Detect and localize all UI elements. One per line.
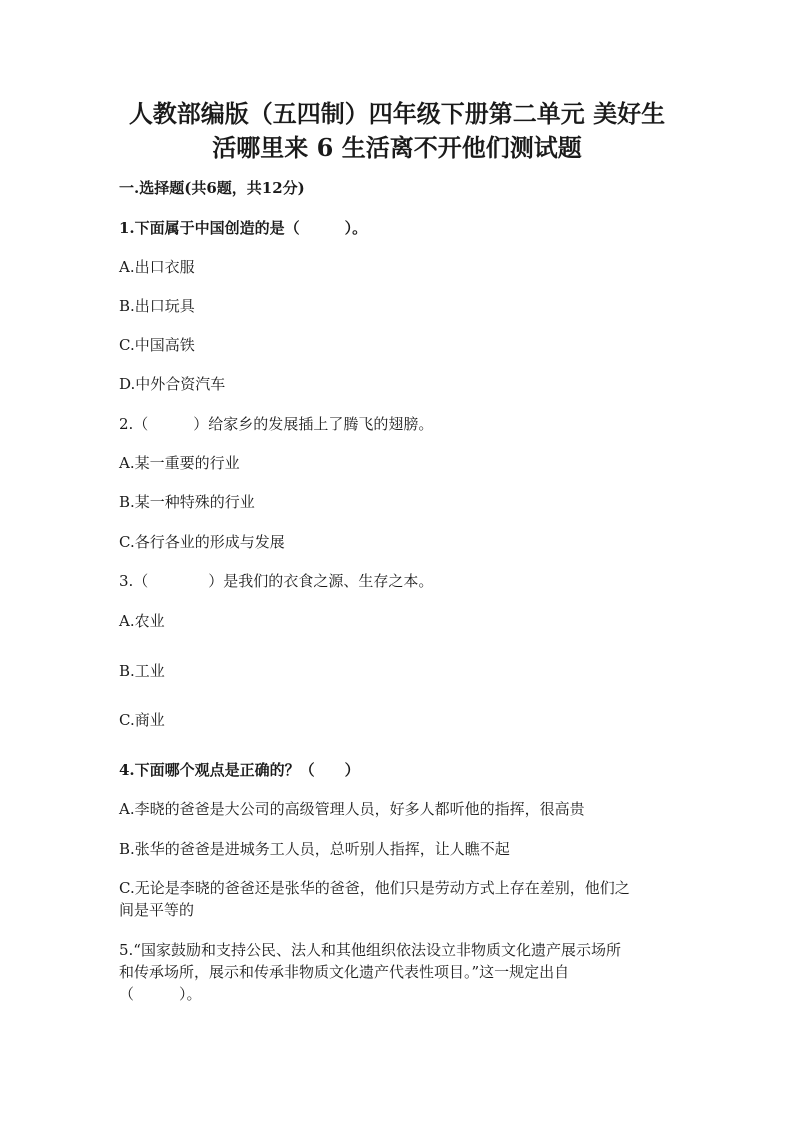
- section-heading: 一.选择题(共6题，共12分): [119, 179, 305, 197]
- question-4-option-b: B.张华的爸爸是进城务工人员，总听别人指挥，让人瞧不起: [119, 840, 510, 858]
- question-5-stem-line-1: 5.“国家鼓励和支持公民、法人和其他组织依法设立非物质文化遗产展示场所: [119, 941, 621, 959]
- question-3-option-a: A.农业: [119, 612, 165, 630]
- title-line-1: 人教部编版（五四制）四年级下册第二单元 美好生: [128, 99, 666, 128]
- question-2-option-b: B.某一种特殊的行业: [119, 493, 255, 511]
- question-1-option-c: C.中国高铁: [119, 336, 195, 354]
- question-4-option-c-continued: 间是平等的: [119, 901, 195, 919]
- question-2-option-c: C.各行各业的形成与发展: [119, 533, 285, 551]
- question-2-option-a: A.某一重要的行业: [119, 454, 240, 472]
- question-5-stem-line-3: （ ）。: [119, 985, 202, 1003]
- question-4-option-c: C.无论是李晓的爸爸还是张华的爸爸，他们只是劳动方式上存在差别，他们之: [119, 879, 630, 897]
- question-2-stem: 2.（ ）给家乡的发展插上了腾飞的翅膀。: [119, 415, 434, 433]
- question-1-option-b: B.出口玩具: [119, 297, 195, 315]
- question-3-option-c: C.商业: [119, 711, 165, 729]
- question-4-stem: 4.下面哪个观点是正确的？（ ）: [119, 761, 360, 779]
- title-line-2: 活哪里来 6 生活离不开他们测试题: [212, 133, 582, 162]
- question-1-option-d: D.中外合资汽车: [119, 375, 226, 393]
- question-1-stem: 1.下面属于中国创造的是（ ）。: [119, 219, 368, 237]
- question-4-option-a: A.李晓的爸爸是大公司的高级管理人员，好多人都听他的指挥，很高贵: [119, 800, 585, 818]
- question-5-stem-line-2: 和传承场所，展示和传承非物质文化遗产代表性项目。”这一规定出自: [119, 963, 570, 981]
- page-title: [100, 97, 694, 165]
- question-3-option-b: B.工业: [119, 662, 165, 680]
- question-1-option-a: A.出口衣服: [119, 258, 195, 276]
- question-3-stem: 3.（ ）是我们的衣食之源、生存之本。: [119, 572, 434, 590]
